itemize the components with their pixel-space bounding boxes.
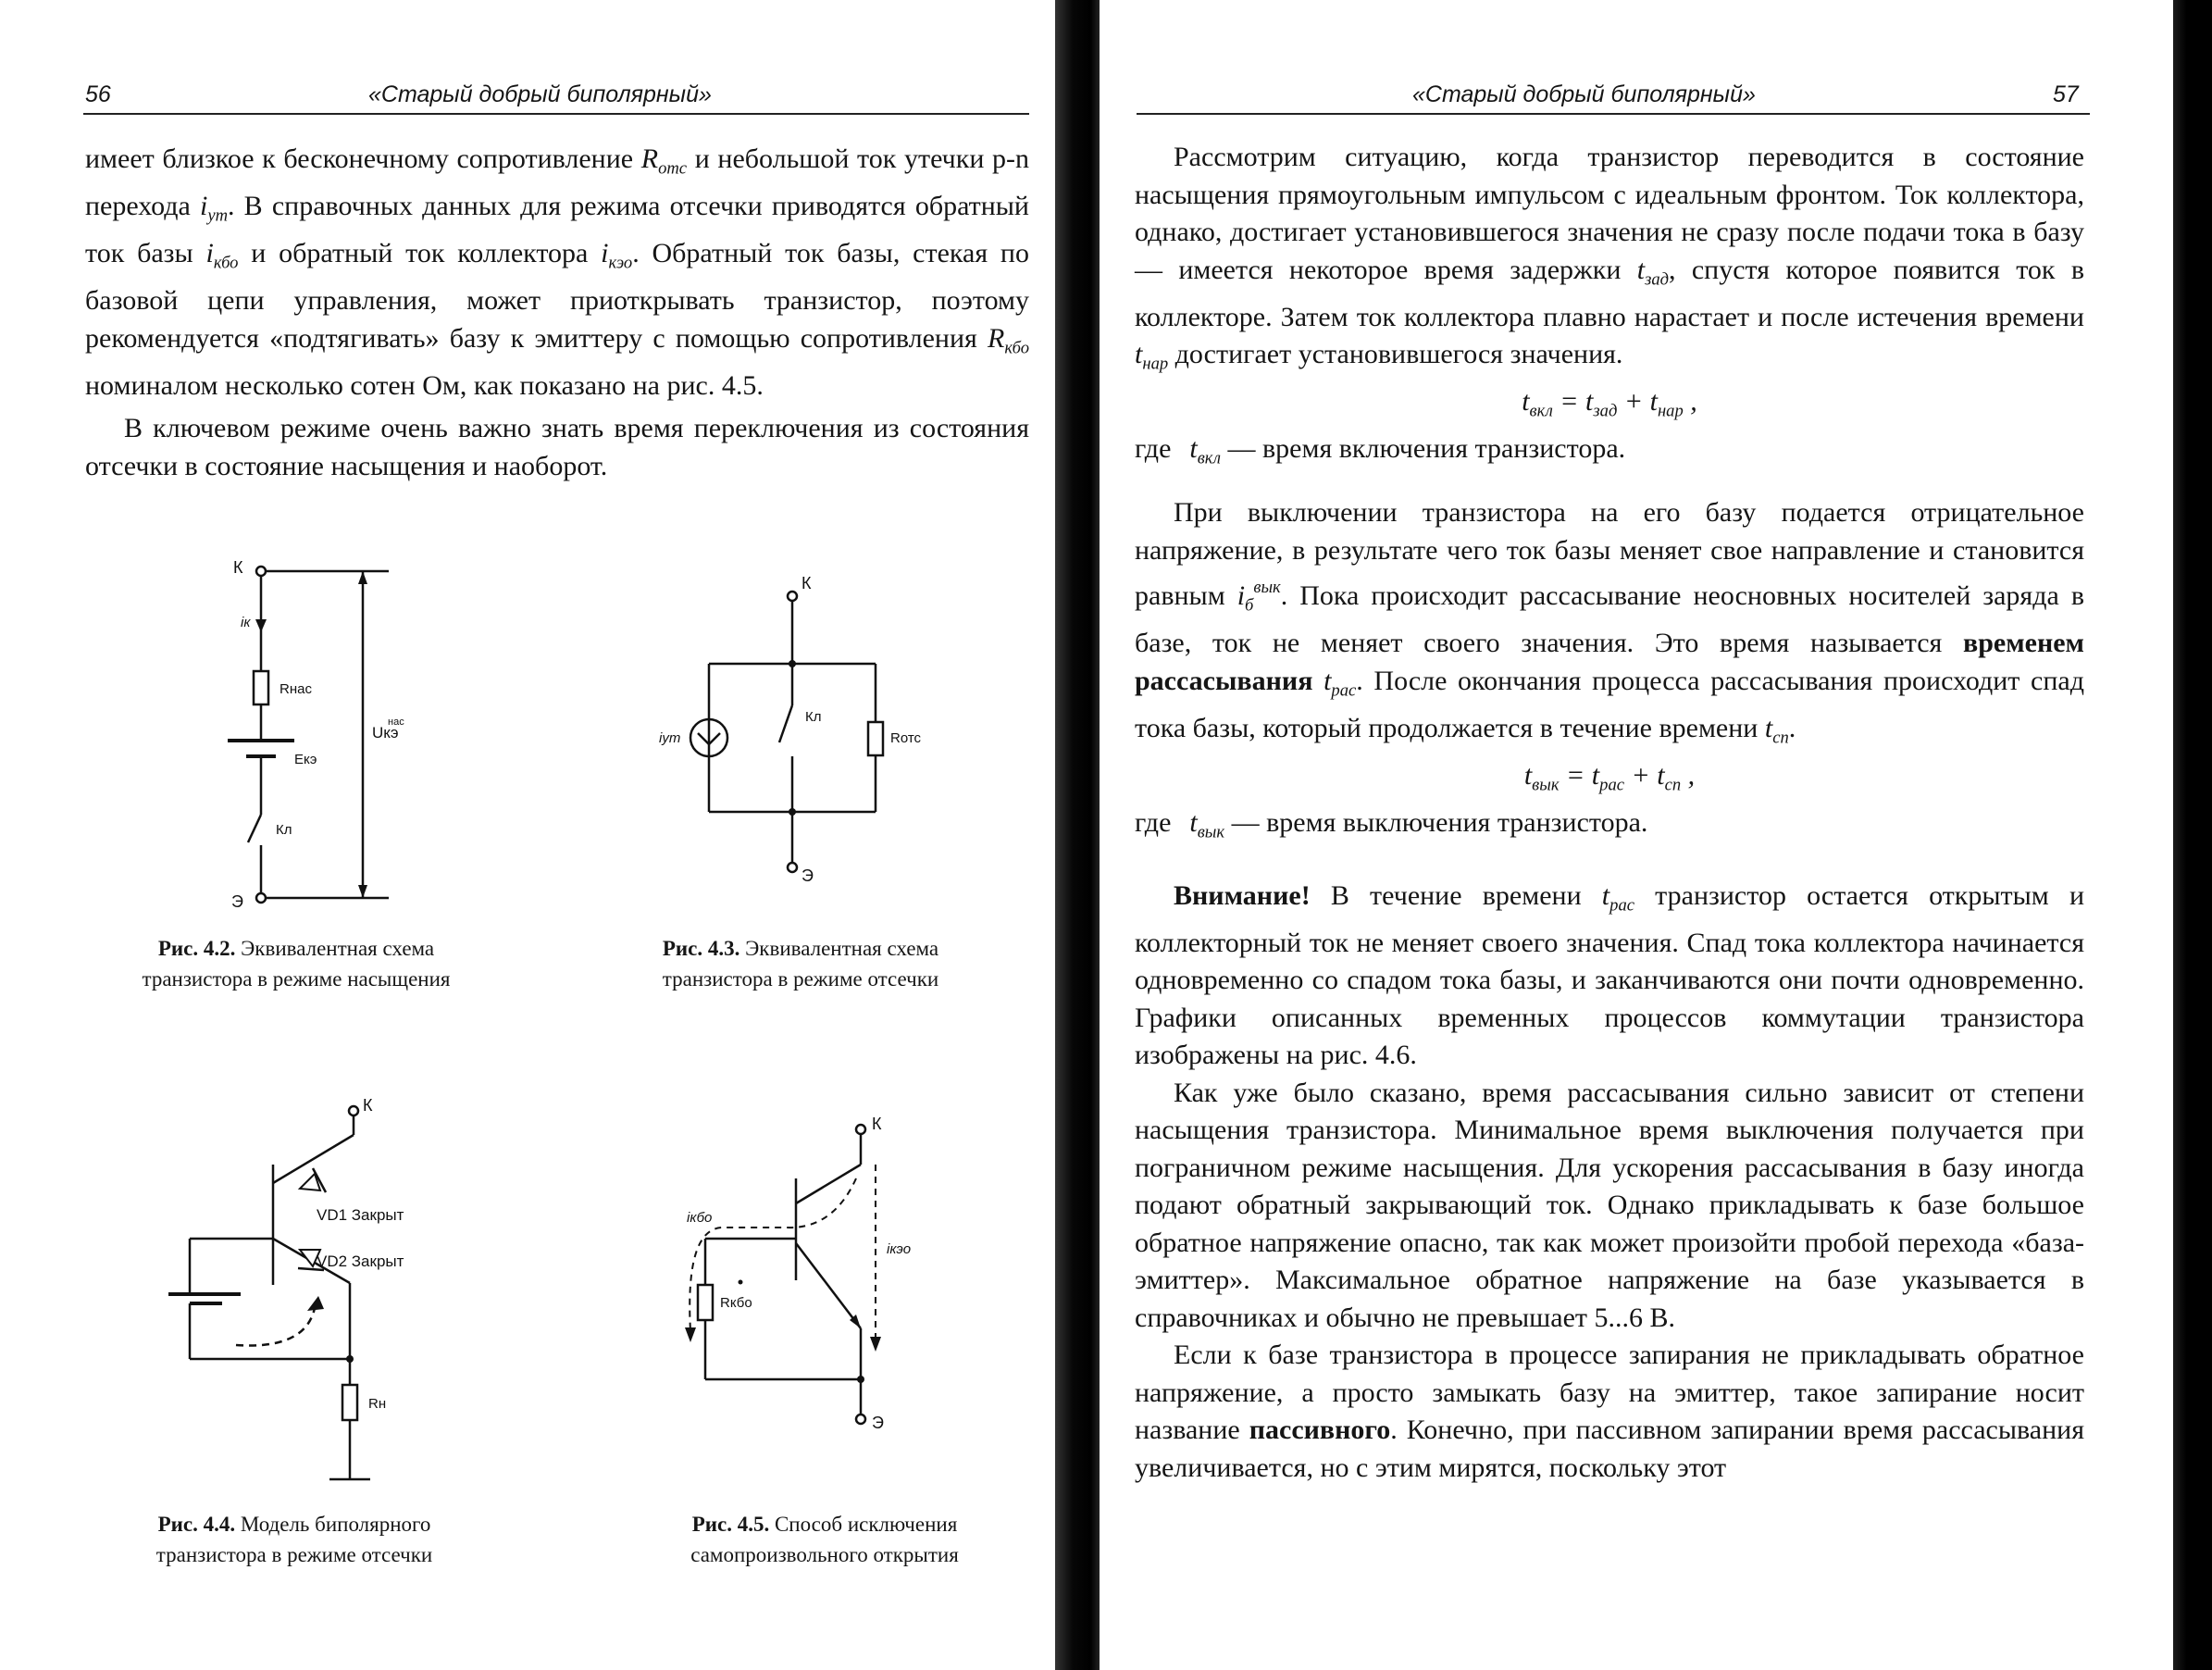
label-r: Rн	[368, 1396, 387, 1412]
left-page	[0, 0, 1055, 1670]
formula-explanation: где $t_{вкл}$ — время включения транзистора.	[1135, 433, 1626, 468]
label-r: Rотс	[890, 730, 922, 746]
figure-4-5-circuit	[666, 1109, 944, 1442]
figure-4-2-caption: Рис. 4.2. Эквивалентная схема транзистора в режиме насыщения	[142, 937, 451, 991]
paragraph: Внимание! В течение времени $t_{рас}$ транзистор остается открытым и коллекторный ток не меняет своего значения. Спад тока коллектора начинается одновременно со спадом тока базы, и заканчиваются они почти одновременно. Графики описанных временных процессов коммутации транзистора изображены на рис. 4.6.	[1135, 879, 2084, 1071]
label-rkbo: Rкбо	[720, 1295, 752, 1311]
label-k: К	[233, 558, 243, 577]
formula-turn-on-time: $t_{вкл} = t_{зад} + t_{нар}$ ,	[1522, 386, 1697, 421]
paragraph: Рассмотрим ситуацию, когда транзистор переводится в состояние насыщения прямоугольным импульсом с идеальным фронтом. Ток коллектора, однако, достигает установившегося значения не сразу после подачи тока в базу — имеется некоторое время задержки $t_{зад}$, спустя которое появится ток в коллекторе. Затем ток коллектора плавно нарастает и после истечения времени $t_{нар}$ достигает установившегося значения.	[1135, 142, 2084, 374]
paragraph: В ключевом режиме очень важно знать время переключения из состояния отсечки в состояние насыщения и наоборот.	[85, 413, 1029, 481]
label-u: Uкэ	[372, 724, 399, 742]
running-title: «Старый добрый биполярный»	[368, 81, 712, 107]
paragraph: Если к базе транзистора в процессе запирания не прикладывать обратное напряжение, а просто замыкать базу на эмиттер, такое запирание носит название пассивного. Конечно, при пассивном запирании время рассасывания увеличивается, но с этим мирятся, поскольку этот	[1135, 1340, 2084, 1483]
figure-4-2-circuit	[213, 551, 454, 921]
label-kl: Кл	[805, 709, 822, 725]
label-ik: iк	[241, 615, 251, 630]
formula-turn-off-time: $t_{вык} = t_{рас} + t_{сп}$ ,	[1523, 759, 1696, 795]
right-page	[1100, 0, 2173, 1670]
figure-4-4-circuit	[148, 1090, 463, 1489]
running-title: «Старый добрый биполярный»	[1412, 81, 1756, 107]
paragraph: При выключении транзистора на его базу подается отрицательное напряжение, в результате чего ток базы меняет свое направление и становится равным $i_б^{вык}$. Пока происходит рассасывание неосновных носителей заряда в базе, ток не меняет своего значения. Это время называется временем рассасывания $t_{рас}$. После окончания процесса рассасывания происходит спад тока базы, который продолжается в течение времени $t_{сп}$.	[1135, 497, 2084, 748]
label-k: К	[802, 574, 812, 592]
label-vd2: VD2 Закрыт	[317, 1252, 404, 1270]
paragraph: Как уже было сказано, время рассасывания сильно зависит от степени насыщения транзистора. Минимальное время выключения получается при пограничном режиме насыщения. Для ускорения рассасывания в базу иногда подают обратный закрывающий ток. Однако прикладывать к базе большое обратное напряжение опасно, так как может произойти пробой перехода «база-эмиттер». Максимальное обратное напряжение на базе указывается в справочниках и обычно не превышает 5...6 В.	[1135, 1077, 2084, 1333]
paragraph: имеет близкое к бесконечному сопротивление $R_{отс}$ и небольшой ток утечки p-n перехода $i_{ут}$. В справочных данных для режима отсечки приводятся обратный ток базы $i_{кбо}$ и обратный ток коллектора $i_{кэо}$. Обратный ток базы, стекая по базовой цепи управления, может приоткрывать транзистор, поэтому рекомендуется «подтягивать» базу к эмиттеру с помощью сопротивления $R_{кбо}$ номиналом несколько сотен Ом, как показано на рис. 4.5.	[85, 143, 1030, 401]
header-rule	[1137, 113, 2090, 115]
formula-explanation: где $t_{вык}$ — время выключения транзистора.	[1135, 806, 1648, 842]
figure-4-3-caption: Рис. 4.3. Эквивалентная схема транзистора в режиме отсечки	[662, 937, 939, 991]
right-body-text	[1135, 139, 2084, 1487]
book-edge	[2173, 0, 2212, 1670]
figure-4-3-circuit	[639, 567, 953, 886]
label-iut: iут	[659, 730, 681, 746]
page-number: 57	[2053, 81, 2079, 107]
label-r: Rнас	[280, 681, 312, 697]
header-rule	[83, 113, 1029, 115]
label-kl: Кл	[276, 822, 292, 838]
label-emitter: Э	[872, 1414, 884, 1432]
label-k: К	[363, 1096, 373, 1115]
label-e: Екэ	[294, 752, 317, 767]
label-ikbo: iкбо	[687, 1210, 713, 1226]
label-emitter: Э	[231, 892, 243, 911]
figure-4-5-caption: Рис. 4.5. Способ исключения самопроизвольного открытия	[690, 1513, 959, 1566]
label-vd1: VD1 Закрыт	[317, 1206, 404, 1224]
left-body-text	[85, 141, 1029, 485]
book-gutter	[1055, 0, 1100, 1670]
page-number: 56	[85, 81, 111, 107]
label-emitter: Э	[802, 866, 814, 885]
label-u-sup: нас	[388, 717, 404, 728]
label-ikeo: iкэо	[887, 1241, 912, 1257]
label-k: К	[872, 1115, 882, 1133]
figure-4-4-caption: Рис. 4.4. Модель биполярного транзистора в режиме отсечки	[155, 1513, 433, 1566]
